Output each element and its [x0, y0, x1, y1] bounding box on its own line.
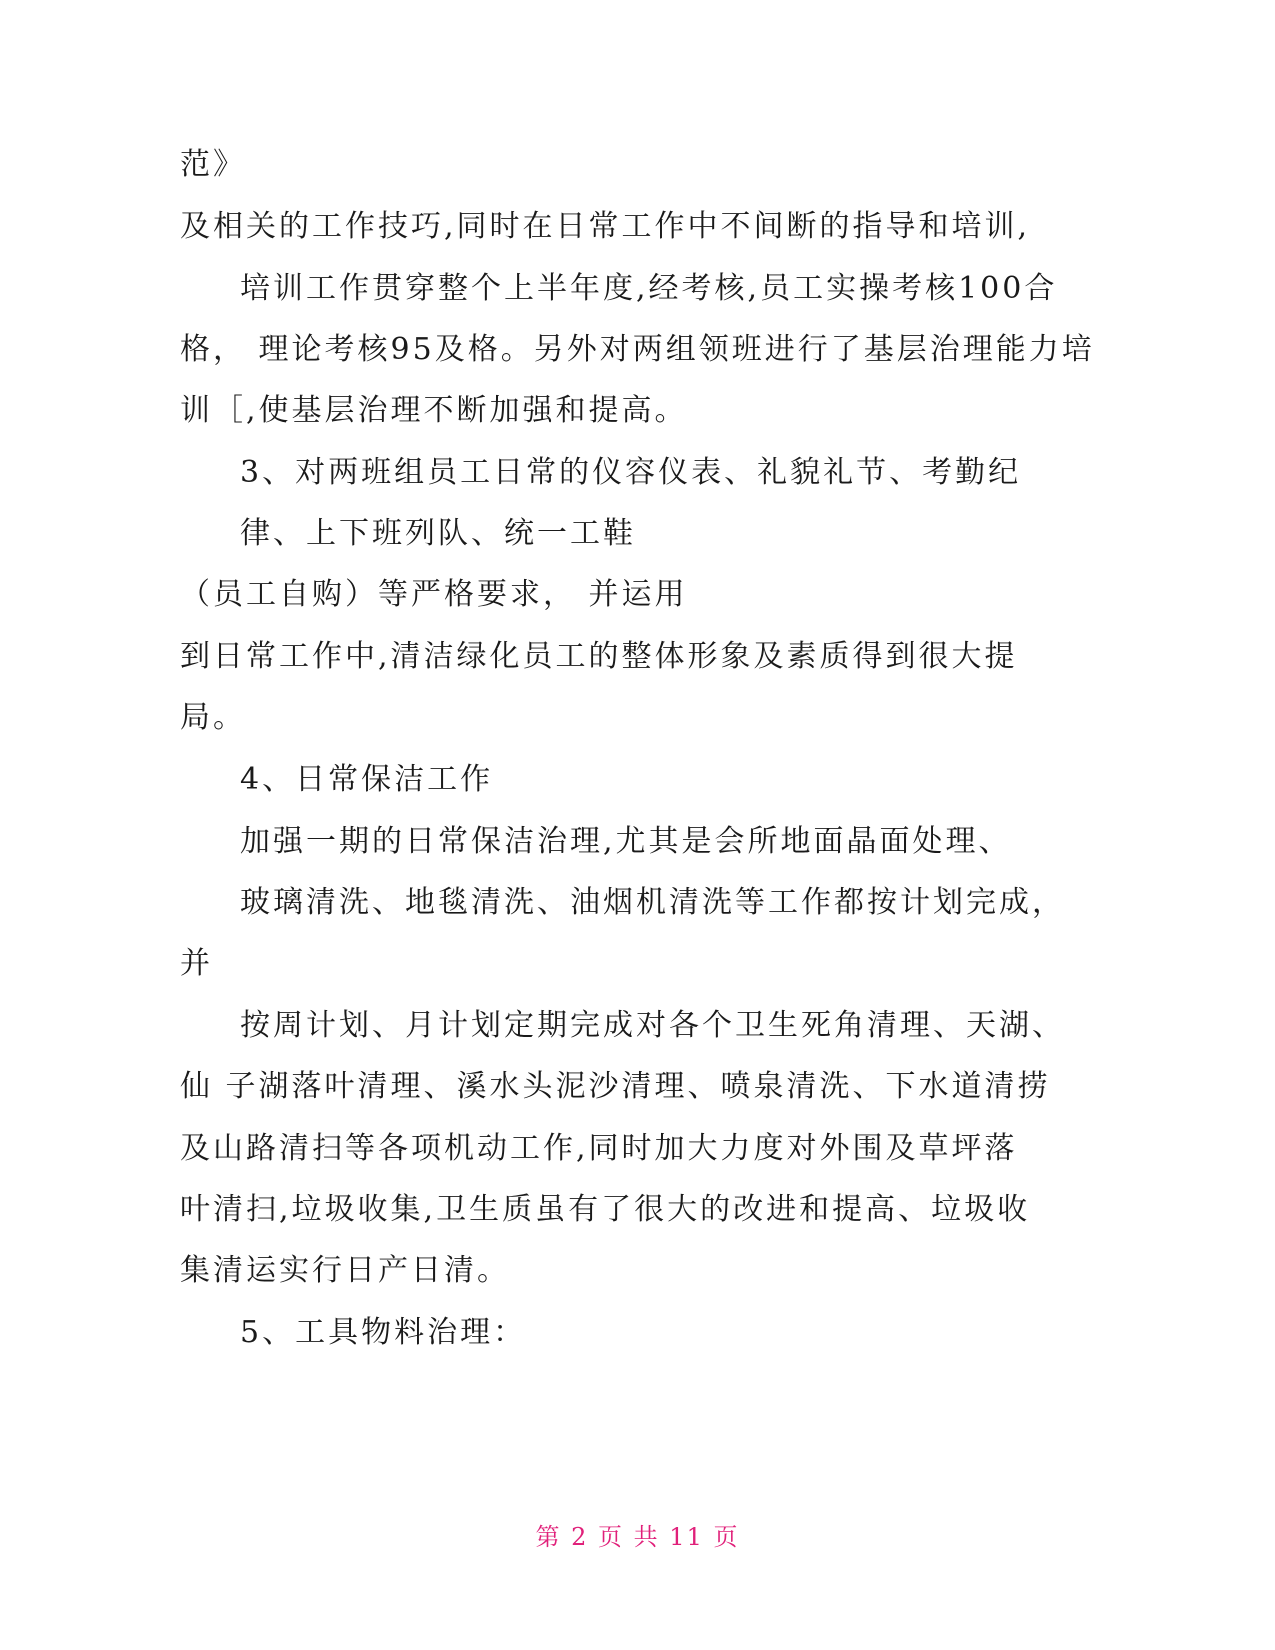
text-line: 加强一期的日常保洁治理,尤其是会所地面晶面处理、 — [240, 824, 1012, 859]
text-line: 5、工具物料治理： — [240, 1315, 527, 1350]
text-line: 律、上下班列队、统一工鞋 — [240, 516, 636, 551]
text-line: 及山路清扫等各项机动工作,同时加大力度对外围及草坪落 — [180, 1131, 1018, 1166]
text-line: 训［,使基层治理不断加强和提高。 — [180, 393, 688, 428]
text-line: 并 — [180, 946, 213, 981]
text-line: 叶清扫,垃圾收集,卫生质虽有了很大的改进和提高、垃圾收 — [180, 1192, 1031, 1227]
text-line: 玻璃清洗、地毯清洗、油烟机清洗等工作都按计划完成， — [240, 885, 1065, 920]
text-line: 集清运实行日产日清。 — [180, 1253, 510, 1288]
text-line: 仙 子湖落叶清理、溪水头泥沙清理、喷泉清洗、下水道清捞 — [180, 1069, 1051, 1104]
text-line: 3、对两班组员工日常的仪容仪表、礼貌礼节、考勤纪 — [240, 455, 1022, 490]
page-number-footer: 第 2 页 共 11 页 — [535, 1523, 740, 1551]
text-line: 范》 — [180, 147, 246, 182]
text-line: 按周计划、月计划定期完成对各个卫生死角清理、天湖、 — [240, 1008, 1065, 1043]
text-line: 培训工作贯穿整个上半年度,经考核,员工实操考核100合 — [240, 271, 1058, 306]
text-line: 4、日常保洁工作 — [240, 762, 494, 797]
text-line: 及相关的工作技巧,同时在日常工作中不间断的指导和培训, — [180, 209, 1031, 244]
text-line: 到日常工作中,清洁绿化员工的整体形象及素质得到很大提 — [180, 639, 1018, 674]
text-line: 格， 理论考核95及格。另外对两组领班进行了基层治理能力培 — [180, 332, 1095, 367]
text-line: 局。 — [180, 700, 246, 735]
text-line: （员工自购）等严格要求， 并运用 — [180, 577, 688, 612]
